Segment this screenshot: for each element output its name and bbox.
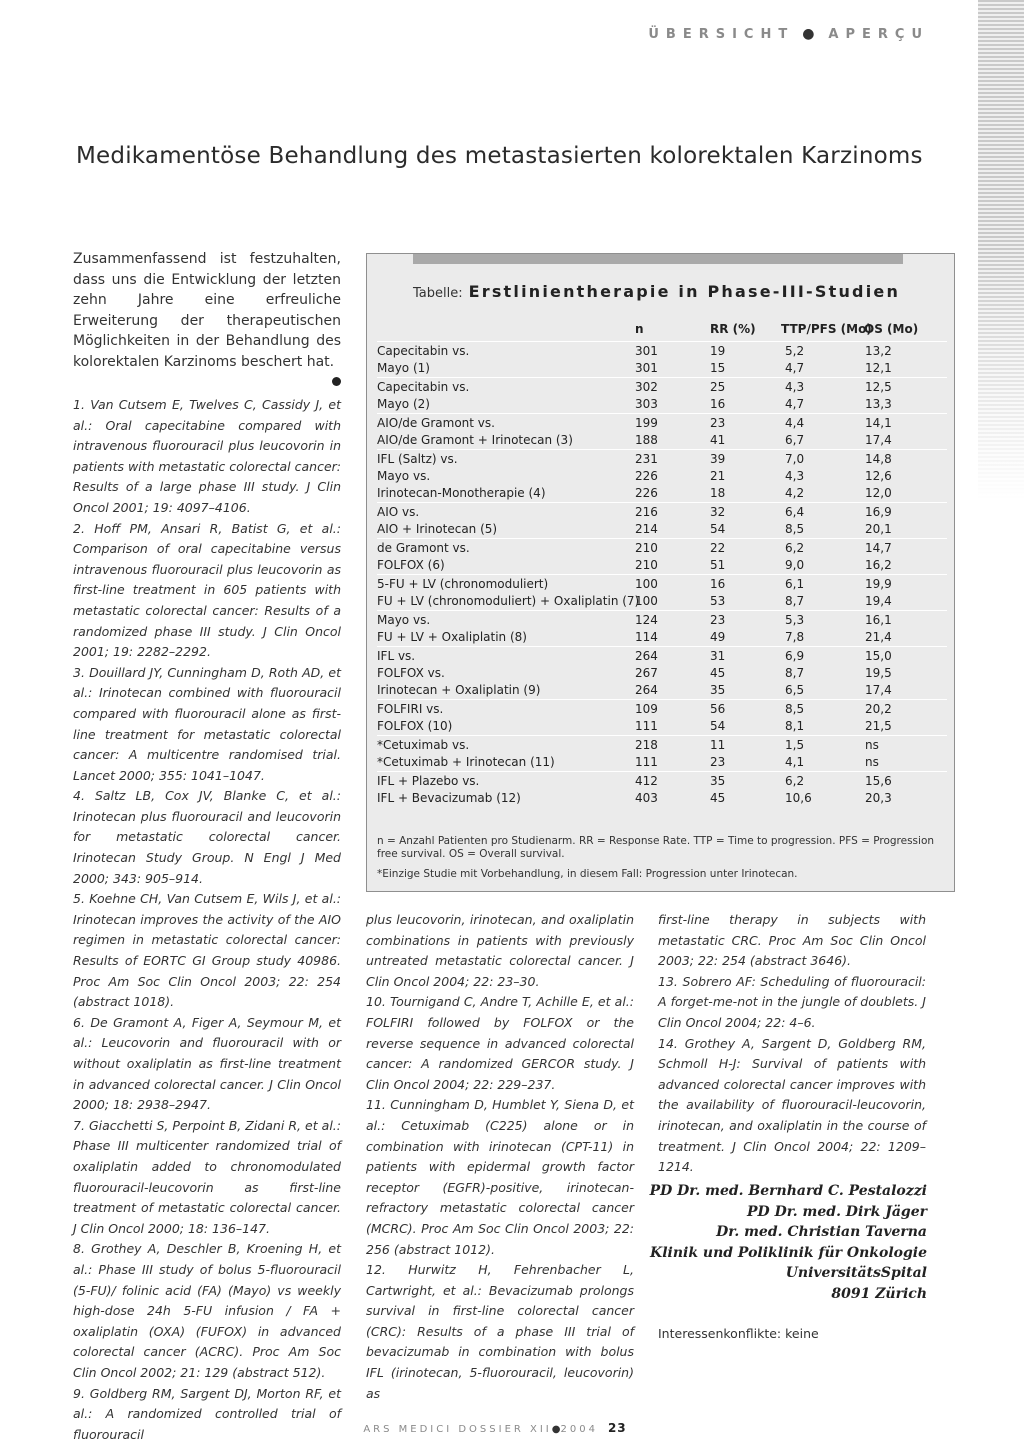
cell-ttp-pfs: 6,2 bbox=[785, 774, 805, 788]
cell-rr: 45 bbox=[710, 791, 726, 805]
table-body bbox=[377, 341, 947, 807]
cell-rr: 45 bbox=[710, 666, 726, 680]
table-row bbox=[377, 415, 947, 432]
cell-rr: 51 bbox=[710, 558, 726, 572]
cell-ttp-pfs: 4,3 bbox=[785, 469, 805, 483]
cell-ttp-pfs: 1,5 bbox=[785, 738, 805, 752]
cell-os: ns bbox=[865, 738, 879, 752]
table-row bbox=[377, 612, 947, 629]
cell-os: 16,2 bbox=[865, 558, 892, 572]
author-line: PD Dr. med. Dirk Jäger bbox=[747, 1203, 927, 1220]
cell-regimen: FOLFOX vs. bbox=[377, 666, 445, 680]
reference-item: plus leucovorin, irinotecan, and oxaliplatin combinations in patients with previously untreated metastatic colorectal cancer. J Clin Oncol 2004; 22: 23–30. bbox=[366, 912, 634, 989]
table-row-group bbox=[377, 646, 947, 699]
cell-rr: 16 bbox=[710, 397, 726, 411]
cell-os: 15,6 bbox=[865, 774, 892, 788]
author-line: UniversitätsSpital bbox=[785, 1265, 927, 1282]
cell-rr: 11 bbox=[710, 738, 726, 752]
cell-rr: 39 bbox=[710, 452, 726, 466]
table-row-group bbox=[377, 377, 947, 413]
cell-ttp-pfs: 6,9 bbox=[785, 649, 805, 663]
cell-n: 114 bbox=[635, 630, 658, 644]
cell-n: 100 bbox=[635, 594, 658, 608]
cell-ttp-pfs: 4,7 bbox=[785, 397, 805, 411]
cell-os: 21,4 bbox=[865, 630, 892, 644]
cell-os: 17,4 bbox=[865, 683, 892, 697]
cell-rr: 23 bbox=[710, 416, 726, 430]
cell-rr: 31 bbox=[710, 649, 726, 663]
section-header-left: ÜBERSICHT bbox=[648, 27, 795, 42]
cell-ttp-pfs: 5,2 bbox=[785, 344, 805, 358]
bullet-icon: ● bbox=[802, 26, 815, 42]
cell-os: 17,4 bbox=[865, 433, 892, 447]
column-header-os: OS (Mo) bbox=[864, 322, 919, 336]
reference-item: 3. Douillard JY, Cunningham D, Roth AD, et al.: Irinotecan combined with fluorouracil compared with fluorouracil alone as first-line treatment for metastatic colorectal cancer: A multicentre randomised trial. Lancet 2000; 355: 1041–1047. bbox=[73, 664, 341, 783]
column-header-ttp: TTP/PFS (Mo) bbox=[781, 322, 872, 336]
author-line: Dr. med. Christian Taverna bbox=[716, 1224, 927, 1241]
cell-ttp-pfs: 6,1 bbox=[785, 577, 805, 591]
table-row bbox=[377, 379, 947, 396]
references-column-middle bbox=[366, 910, 634, 1404]
table-row bbox=[377, 432, 947, 449]
table-row bbox=[377, 665, 947, 682]
cell-rr: 35 bbox=[710, 774, 726, 788]
cell-os: 14,8 bbox=[865, 452, 892, 466]
cell-rr: 56 bbox=[710, 702, 726, 716]
table-row bbox=[377, 648, 947, 665]
cell-ttp-pfs: 8,5 bbox=[785, 522, 805, 536]
table-row-group bbox=[377, 341, 947, 377]
cell-regimen: IFL + Plazebo vs. bbox=[377, 774, 480, 788]
reference-item: 13. Sobrero AF: Scheduling of fluorouracil: A forget-me-not in the jungle of doublets. J Clin Oncol 2004; 22: 4–6. bbox=[658, 973, 926, 1030]
cell-regimen: *Cetuximab vs. bbox=[377, 738, 470, 752]
cell-n: 199 bbox=[635, 416, 658, 430]
cell-n: 111 bbox=[635, 755, 658, 769]
cell-os: 12,5 bbox=[865, 380, 892, 394]
author-block bbox=[650, 1181, 927, 1305]
cell-ttp-pfs: 4,1 bbox=[785, 755, 805, 769]
table-row bbox=[377, 540, 947, 557]
table-title: Erstlinientherapie in Phase-III-Studien bbox=[468, 282, 901, 301]
table-footnote: n = Anzahl Patienten pro Studienarm. RR = Response Rate. TTP = Time to progression. PFS = Progression free survival. OS = Overall survival. bbox=[377, 835, 935, 860]
table-row bbox=[377, 485, 947, 502]
cell-regimen: FOLFOX (10) bbox=[377, 719, 453, 733]
reference-item: 5. Koehne CH, Van Cutsem E, Wils J, et al.: Irinotecan improves the activity of the AIO regimen in metastatic colorectal cancer: Results of EORTC GI Group study 40986. Proc Am Soc Clin Oncol 2003; 22: 254 (abstract 1018). bbox=[73, 891, 341, 1010]
table-row bbox=[377, 396, 947, 413]
cell-rr: 32 bbox=[710, 505, 726, 519]
cell-os: 14,1 bbox=[865, 416, 892, 430]
cell-os: 20,3 bbox=[865, 791, 892, 805]
page-edge-strip bbox=[978, 0, 1024, 500]
cell-n: 218 bbox=[635, 738, 658, 752]
cell-os: 13,3 bbox=[865, 397, 892, 411]
table-row-group bbox=[377, 538, 947, 574]
reference-item: 6. De Gramont A, Figer A, Seymour M, et al.: Leucovorin and fluorouracil with or without oxaliplatin as first-line treatment in advanced colorectal cancer. J Clin Oncol 2000; 18: 2938–2947. bbox=[73, 1014, 341, 1113]
page-number: 23 bbox=[607, 1421, 627, 1435]
cell-os: 12,6 bbox=[865, 469, 892, 483]
cell-regimen: FOLFOX (6) bbox=[377, 558, 445, 572]
cell-regimen: de Gramont vs. bbox=[377, 541, 470, 555]
cell-ttp-pfs: 6,4 bbox=[785, 505, 805, 519]
cell-regimen: FOLFIRI vs. bbox=[377, 702, 444, 716]
end-bullet-icon bbox=[332, 377, 341, 386]
cell-ttp-pfs: 8,7 bbox=[785, 594, 805, 608]
table-caption bbox=[413, 282, 900, 301]
cell-ttp-pfs: 5,3 bbox=[785, 613, 805, 627]
table-row-group bbox=[377, 699, 947, 735]
reference-item: 9. Goldberg RM, Sargent DJ, Morton RF, et al.: A randomized controlled trial of fluorouracil bbox=[73, 1385, 341, 1442]
cell-n: 301 bbox=[635, 361, 658, 375]
cell-rr: 41 bbox=[710, 433, 726, 447]
reference-item: 14. Grothey A, Sargent D, Goldberg RM, Schmoll H-J: Survival of patients with advanced colorectal cancer improves with the availability of fluorouracil-leucovorin, irinotecan, and oxaliplatin in the course of treatment. J Clin Oncol 2004; 22: 1209–1214. bbox=[658, 1035, 926, 1175]
table-row bbox=[377, 790, 947, 807]
cell-n: 100 bbox=[635, 577, 658, 591]
cell-rr: 21 bbox=[710, 469, 726, 483]
table-row bbox=[377, 629, 947, 646]
cell-regimen: Capecitabin vs. bbox=[377, 380, 470, 394]
references-column-right bbox=[658, 910, 926, 1178]
cell-regimen: AIO/de Gramont vs. bbox=[377, 416, 495, 430]
table-header bbox=[377, 322, 947, 340]
cell-n: 226 bbox=[635, 469, 658, 483]
table-row bbox=[377, 557, 947, 574]
column-header-rr: RR (%) bbox=[710, 322, 756, 336]
cell-rr: 49 bbox=[710, 630, 726, 644]
table-top-bar bbox=[413, 254, 903, 264]
cell-ttp-pfs: 8,1 bbox=[785, 719, 805, 733]
intro-paragraph bbox=[73, 249, 341, 386]
table-label: Tabelle: bbox=[413, 286, 463, 301]
cell-os: 13,2 bbox=[865, 344, 892, 358]
cell-n: 403 bbox=[635, 791, 658, 805]
table-row bbox=[377, 504, 947, 521]
cell-rr: 25 bbox=[710, 380, 726, 394]
section-header-right: APERÇU bbox=[828, 27, 929, 42]
cell-n: 303 bbox=[635, 397, 658, 411]
table-row-group bbox=[377, 574, 947, 610]
cell-n: 231 bbox=[635, 452, 658, 466]
table-row bbox=[377, 754, 947, 771]
footer-journal: ARS MEDICI DOSSIER XII bbox=[363, 1424, 552, 1435]
table-row-group bbox=[377, 735, 947, 771]
cell-n: 124 bbox=[635, 613, 658, 627]
cell-n: 214 bbox=[635, 522, 658, 536]
table-row bbox=[377, 451, 947, 468]
cell-n: 264 bbox=[635, 683, 658, 697]
cell-regimen: Mayo vs. bbox=[377, 613, 431, 627]
reference-item: 1. Van Cutsem E, Twelves C, Cassidy J, et al.: Oral capecitabine compared with intravenous fluorouracil plus leucovorin in patients with metastatic colorectal cancer: Results of a large phase III study. J Clin Oncol 2001; 19: 4097–4106. bbox=[73, 397, 341, 515]
table-row bbox=[377, 343, 947, 360]
reference-item: first-line therapy in subjects with metastatic CRC. Proc Am Soc Clin Oncol 2003; 22: 254 (abstract 3646). bbox=[658, 912, 926, 969]
cell-ttp-pfs: 7,8 bbox=[785, 630, 805, 644]
cell-rr: 53 bbox=[710, 594, 726, 608]
cell-regimen: AIO + Irinotecan (5) bbox=[377, 522, 498, 536]
cell-os: ns bbox=[865, 755, 879, 769]
reference-item: 4. Saltz LB, Cox JV, Blanke C, et al.: Irinotecan plus fluorouracil and leucovorin for metastatic colorectal cancer. Irinotecan Study Group. N Engl J Med 2000; 343: 905–914. bbox=[73, 788, 341, 886]
cell-n: 109 bbox=[635, 702, 658, 716]
cell-regimen: IFL (Saltz) vs. bbox=[377, 452, 458, 466]
table-footnote-asterisk: *Einzige Studie mit Vorbehandlung, in diesem Fall: Progression unter Irinotecan. bbox=[377, 868, 798, 880]
table-row bbox=[377, 718, 947, 735]
cell-os: 12,0 bbox=[865, 486, 892, 500]
cell-rr: 23 bbox=[710, 613, 726, 627]
cell-regimen: *Cetuximab + Irinotecan (11) bbox=[377, 755, 555, 769]
cell-rr: 19 bbox=[710, 344, 726, 358]
cell-rr: 16 bbox=[710, 577, 726, 591]
cell-n: 111 bbox=[635, 719, 658, 733]
cell-os: 15,0 bbox=[865, 649, 892, 663]
cell-rr: 54 bbox=[710, 719, 726, 733]
cell-rr: 15 bbox=[710, 361, 726, 375]
cell-regimen: IFL + Bevacizumab (12) bbox=[377, 791, 521, 805]
cell-rr: 18 bbox=[710, 486, 726, 500]
cell-ttp-pfs: 8,5 bbox=[785, 702, 805, 716]
reference-item: 2. Hoff PM, Ansari R, Batist G, et al.: Comparison of oral capecitabine versus intravenous fluorouracil plus leucovorin as first-line treatment in 605 patients with metastatic colorectal cancer: Results of a randomized phase III study. J Clin Oncol 2001; 19: 2282–2292. bbox=[73, 520, 341, 660]
cell-ttp-pfs: 4,2 bbox=[785, 486, 805, 500]
references-column-left bbox=[73, 395, 341, 1445]
cell-n: 226 bbox=[635, 486, 658, 500]
author-line: Klinik und Poliklinik für Onkologie bbox=[650, 1244, 927, 1261]
table-row-group bbox=[377, 610, 947, 646]
table-row bbox=[377, 701, 947, 718]
cell-n: 210 bbox=[635, 558, 658, 572]
cell-os: 12,1 bbox=[865, 361, 892, 375]
table-row bbox=[377, 360, 947, 377]
cell-os: 21,5 bbox=[865, 719, 892, 733]
cell-regimen: IFL vs. bbox=[377, 649, 416, 663]
cell-n: 188 bbox=[635, 433, 658, 447]
table-row-group bbox=[377, 502, 947, 538]
cell-n: 301 bbox=[635, 344, 658, 358]
reference-item: 10. Tournigand C, Andre T, Achille E, et al.: FOLFIRI followed by FOLFOX or the reverse sequence in advanced colorectal cancer: A randomized GERCOR study. J Clin Oncol 2004; 22: 229–237. bbox=[366, 994, 634, 1092]
cell-regimen: AIO/de Gramont + Irinotecan (3) bbox=[377, 433, 573, 447]
cell-ttp-pfs: 4,7 bbox=[785, 361, 805, 375]
article-title: Medikamentöse Behandlung des metastasierten kolorektalen Karzinoms bbox=[76, 143, 923, 169]
table-row-group bbox=[377, 449, 947, 502]
cell-ttp-pfs: 10,6 bbox=[785, 791, 812, 805]
cell-ttp-pfs: 7,0 bbox=[785, 452, 805, 466]
cell-n: 267 bbox=[635, 666, 658, 680]
cell-rr: 35 bbox=[710, 683, 726, 697]
table-row bbox=[377, 737, 947, 754]
table-row bbox=[377, 593, 947, 610]
author-line: 8091 Zürich bbox=[831, 1285, 927, 1302]
cell-os: 16,1 bbox=[865, 613, 892, 627]
cell-os: 14,7 bbox=[865, 541, 892, 555]
cell-os: 20,1 bbox=[865, 522, 892, 536]
cell-regimen: Irinotecan + Oxaliplatin (9) bbox=[377, 683, 541, 697]
cell-ttp-pfs: 8,7 bbox=[785, 666, 805, 680]
cell-os: 19,5 bbox=[865, 666, 892, 680]
cell-rr: 22 bbox=[710, 541, 726, 555]
table-box bbox=[366, 253, 955, 892]
cell-os: 20,2 bbox=[865, 702, 892, 716]
cell-ttp-pfs: 6,5 bbox=[785, 683, 805, 697]
cell-regimen: FU + LV + Oxaliplatin (8) bbox=[377, 630, 527, 644]
table-row bbox=[377, 576, 947, 593]
footer-year: 2004 bbox=[560, 1424, 598, 1435]
reference-item: 7. Giacchetti S, Perpoint B, Zidani R, et al.: Phase III multicenter randomized trial of oxaliplatin added to chronomodulated fluorouracil-leucovorin as first-line treatment of metastatic colorectal cancer. J Clin Oncol 2000; 18: 136–147. bbox=[73, 1117, 341, 1236]
conflict-of-interest: Interessenkonflikte: keine bbox=[658, 1326, 819, 1341]
section-header bbox=[648, 26, 929, 42]
cell-ttp-pfs: 6,2 bbox=[785, 541, 805, 555]
cell-regimen: AIO vs. bbox=[377, 505, 420, 519]
author-line: PD Dr. med. Bernhard C. Pestalozzi bbox=[649, 1183, 927, 1199]
table-row bbox=[377, 682, 947, 699]
cell-ttp-pfs: 4,3 bbox=[785, 380, 805, 394]
cell-rr: 54 bbox=[710, 522, 726, 536]
table-row-group bbox=[377, 771, 947, 807]
cell-ttp-pfs: 4,4 bbox=[785, 416, 805, 430]
cell-regimen: Irinotecan-Monotherapie (4) bbox=[377, 486, 546, 500]
cell-n: 210 bbox=[635, 541, 658, 555]
column-header-n: n bbox=[635, 322, 644, 336]
reference-item: 11. Cunningham D, Humblet Y, Siena D, et al.: Cetuximab (C225) alone or in combination with irinotecan (CPT-11) in patients with epidermal growth factor receptor (EGFR)-positive, irinotecan-refractory metastatic colorectal cancer (MCRC). Proc Am Soc Clin Oncol 2003; 22: 256 (abstract 1012). bbox=[366, 1097, 634, 1257]
cell-regimen: FU + LV (chronomoduliert) + Oxaliplatin (7) bbox=[377, 594, 640, 608]
cell-n: 302 bbox=[635, 380, 658, 394]
cell-n: 412 bbox=[635, 774, 658, 788]
reference-item: 8. Grothey A, Deschler B, Kroening H, et al.: Phase III study of bolus 5-fluorouracil (5-FU)/ folinic acid (FA) (Mayo) vs weekly high-dose 24h 5-FU infusion / FA + oxaliplatin (OXA) (FUFOX) in advanced colorectal cancer (ACRC). Proc Am Soc Clin Oncol 2002; 21: 129 (abstract 512). bbox=[73, 1241, 341, 1380]
cell-regimen: 5-FU + LV (chronomoduliert) bbox=[377, 577, 549, 591]
page-footer bbox=[0, 1421, 990, 1435]
table-row bbox=[377, 521, 947, 538]
reference-item: 12. Hurwitz H, Fehrenbacher L, Cartwright, et al.: Bevacizumab prolongs survival in first-line colorectal cancer (CRC): Results of a phase III trial of bevacizumab in combination with bolus IFL (irinotecan, 5-fluorouracil, leucovorin) as bbox=[366, 1262, 634, 1401]
cell-os: 19,4 bbox=[865, 594, 892, 608]
table-row-group bbox=[377, 413, 947, 449]
cell-n: 216 bbox=[635, 505, 658, 519]
cell-n: 264 bbox=[635, 649, 658, 663]
cell-rr: 23 bbox=[710, 755, 726, 769]
cell-regimen: Mayo (2) bbox=[377, 397, 430, 411]
intro-text: Zusammenfassend ist festzuhalten, dass uns die Entwicklung der letzten zehn Jahre eine erfreuliche Erweiterung der therapeutischen Möglichkeiten in der Behandlung des kolorektalen Karzinoms beschert hat. bbox=[73, 251, 341, 370]
cell-ttp-pfs: 9,0 bbox=[785, 558, 805, 572]
table-row bbox=[377, 773, 947, 790]
cell-os: 16,9 bbox=[865, 505, 892, 519]
cell-regimen: Capecitabin vs. bbox=[377, 344, 470, 358]
cell-regimen: Mayo vs. bbox=[377, 469, 431, 483]
footer-bullet-icon: ● bbox=[551, 1424, 561, 1435]
cell-regimen: Mayo (1) bbox=[377, 361, 430, 375]
cell-os: 19,9 bbox=[865, 577, 892, 591]
cell-ttp-pfs: 6,7 bbox=[785, 433, 805, 447]
table-row bbox=[377, 468, 947, 485]
